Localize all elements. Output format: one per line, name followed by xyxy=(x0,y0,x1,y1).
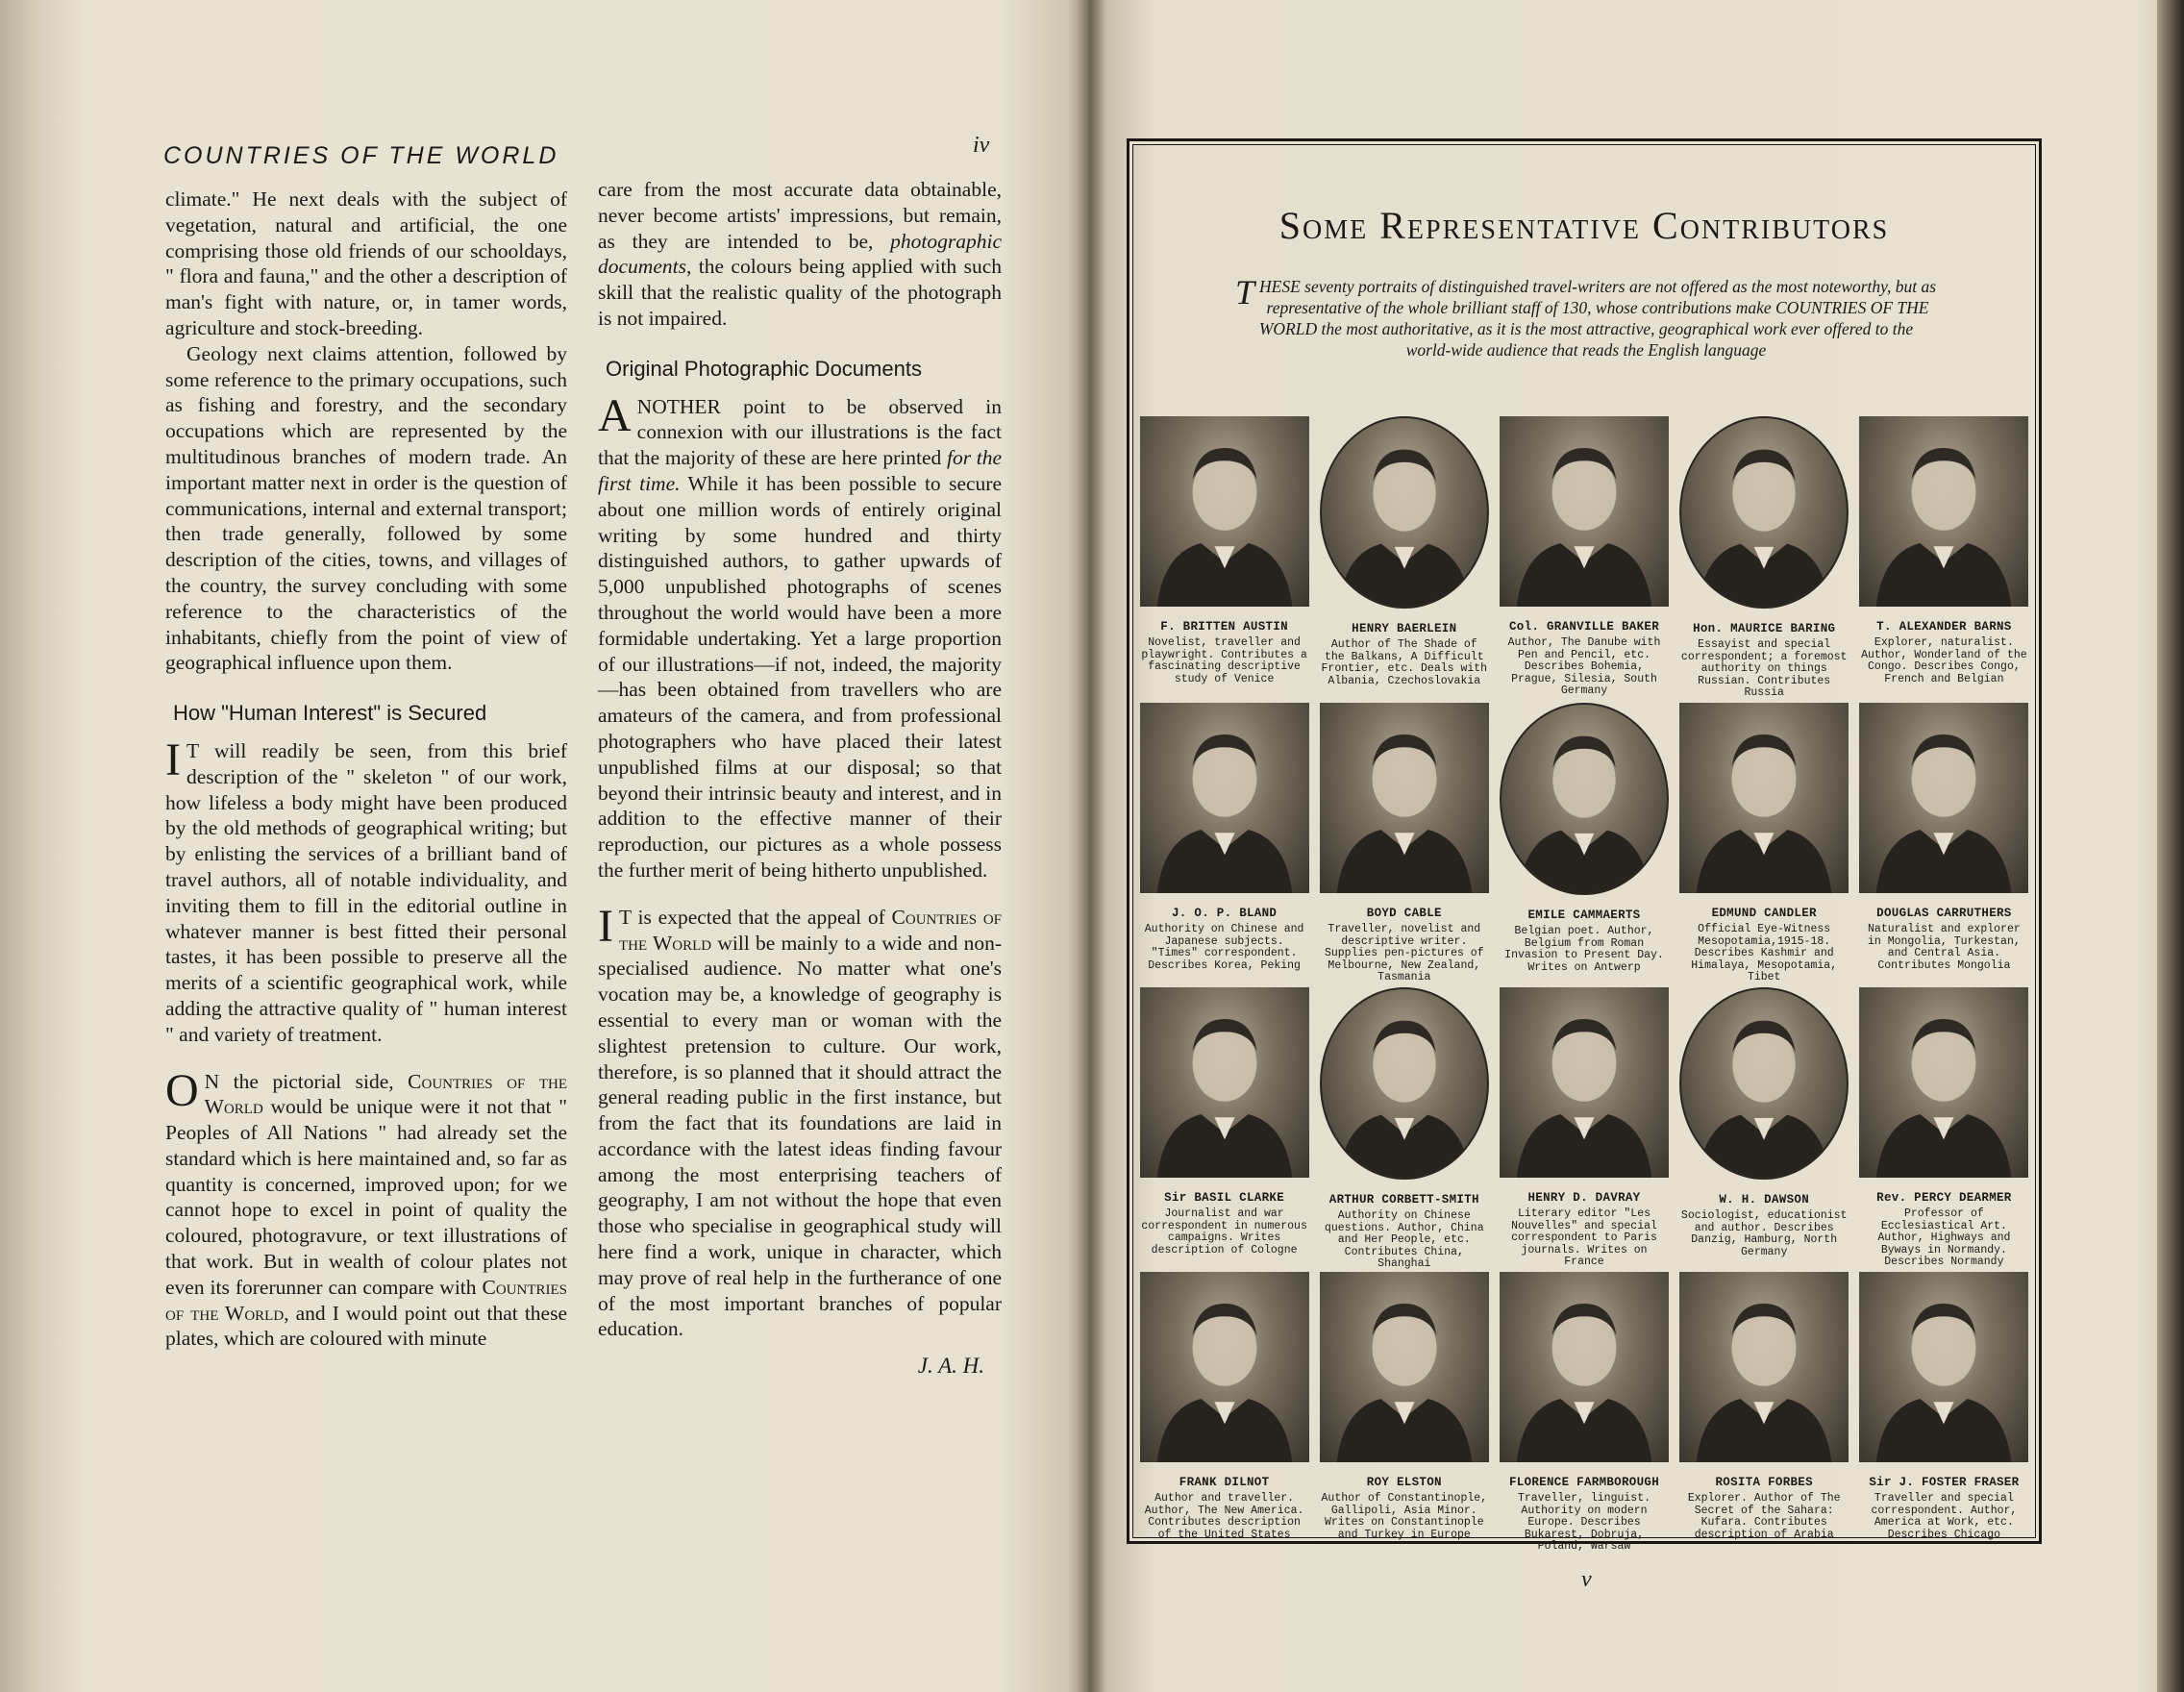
contributor-description: Traveller and special correspondent. Author, America at Work, etc. Describes Chicago xyxy=(1871,1492,2018,1541)
portrait-silhouette xyxy=(1500,1272,1669,1462)
page-number-right: v xyxy=(1581,1567,1592,1592)
portrait-silhouette xyxy=(1500,416,1669,607)
italic-text: for the first time. xyxy=(598,446,1002,495)
contributor-card xyxy=(1137,703,1311,984)
contributor-card xyxy=(1497,987,1671,1271)
contributor-portrait xyxy=(1679,1272,1849,1462)
contributor-description: Belgian poet. Author, Belgium from Roman Invasion to Present Day. Writes on Antwerp xyxy=(1504,925,1664,974)
small-caps-title: Countries of the World xyxy=(618,905,1003,955)
portrait-silhouette xyxy=(1322,989,1487,1178)
contributor-description: Explorer. Author of The Secret of the Sahara: Kufara. Contributes description of Arabia xyxy=(1687,1492,1841,1541)
contributor-card xyxy=(1677,987,1851,1271)
portrait-silhouette xyxy=(1859,416,2028,607)
contributor-description: Essayist and special correspondent; a foremost authority on things Russian. Contributes Russia xyxy=(1680,638,1848,699)
paragraph-text: care from the most accurate data obtainable, never become artists' impressions, but remain, as they are intended to be, xyxy=(598,178,1002,253)
paragraph-text: N the pictorial side, xyxy=(204,1069,409,1093)
paragraph xyxy=(598,177,1002,332)
contributor-name: Sir J. FOSTER FRASER xyxy=(1869,1476,2020,1489)
paragraph xyxy=(165,1064,567,1353)
contributor-card xyxy=(1677,416,1851,700)
contributors-panel xyxy=(1127,138,2042,1553)
portrait-row xyxy=(1137,1272,2031,1554)
contributor-portrait xyxy=(1500,416,1669,607)
contributor-card xyxy=(1857,703,2031,984)
portrait-silhouette xyxy=(1502,705,1667,893)
contributor-name: EDMUND CANDLER xyxy=(1711,907,1817,920)
page-number-left: iv xyxy=(973,133,990,158)
paragraph-text: T is expected that the appeal of xyxy=(618,905,892,929)
contributor-name: ROSITA FORBES xyxy=(1715,1476,1813,1489)
contributor-card xyxy=(1137,1272,1311,1554)
portrait-silhouette xyxy=(1140,416,1309,607)
contributor-description: Authority on Chinese and Japanese subjects. "Times" correspondent. Describes Korea, Peking xyxy=(1144,923,1304,972)
portrait-silhouette xyxy=(1140,703,1309,893)
section-heading: Original Photographic Documents xyxy=(606,356,922,381)
paragraph-text: T will readily be seen, from this brief description of the " skeleton " of our work, how lifeless a body might have been produced by the old methods of geographical writing; but by enlisting the services of a brilliant band of travel authors, all of notable individuality, and inviting them to fill in the editorial outline in whatever manner is best fitted their personal tastes, it has been possible to preserve all the merits of a scientific geographical work, while adding the attractive quality of " human interest " and variety of treatment. xyxy=(165,738,567,1046)
paragraph xyxy=(165,734,567,1048)
small-caps-title: Countries of the World xyxy=(204,1069,567,1119)
contributor-portrait xyxy=(1500,987,1669,1178)
contributor-portrait xyxy=(1859,416,2028,607)
paragraph: climate." He next deals with the subject of vegetation, natural and artificial, the one comprising those old friends of our schooldays, " flora and fauna," and the other a description of man's fight with nature, or, in tamer words, agriculture and stock-breeding. xyxy=(165,187,567,339)
portrait-silhouette xyxy=(1859,987,2028,1178)
contributor-description: Authority on Chinese questions. Author, China and Her People, etc. Contributes China, Shanghai xyxy=(1324,1209,1484,1270)
portrait-silhouette xyxy=(1140,987,1309,1178)
contributor-name: EMILE CAMMAERTS xyxy=(1527,908,1641,922)
contributor-name: F. BRITTEN AUSTIN xyxy=(1160,620,1288,634)
contributor-name: J. O. P. BLAND xyxy=(1171,907,1278,920)
paragraph xyxy=(598,389,1003,883)
contributor-description: Professor of Ecclesiastical Art. Author, Highways and Byways in Normandy. Describes Normandy xyxy=(1877,1207,2011,1268)
contributor-portrait xyxy=(1140,703,1309,893)
contributor-description: Traveller, linguist. Authority on modern Europe. Describes Bukarest, Dobruja, Poland, Warsaw xyxy=(1517,1492,1650,1553)
contributor-name: HENRY D. DAVRAY xyxy=(1527,1191,1641,1205)
contributor-description: Novelist, traveller and playwright. Contributes a fascinating descriptive study of Venice xyxy=(1141,636,1307,685)
paragraph-text: the colours being applied with such skill that the realistic quality of the photograph is not impaired. xyxy=(598,255,1002,330)
contributor-card xyxy=(1677,703,1851,984)
contributor-description: Naturalist and explorer in Mongolia, Turkestan, and Central Asia. Contributes Mongolia xyxy=(1868,923,2021,972)
contributor-description: Author of The Shade of the Balkans, A Difficult Frontier, etc. Deals with Albania, Czechoslovakia xyxy=(1321,638,1488,687)
portrait-row xyxy=(1137,987,2031,1271)
paragraph: Geology next claims attention, followed by some reference to the primary occupations, such as fishing and forestry, and the secondary occupations which are represented by the multitudinous branches of modern trade. An important matter next in order is the question of communications, internal and external transport; then trade generally, followed by some description of the cities, towns, and villages of the country, the survey concluding with some reference to the characteristics of the inhabitants, chiefly from the point of view of geographical influence upon them. xyxy=(165,341,567,675)
contributor-portrait xyxy=(1320,416,1489,609)
portrait-silhouette xyxy=(1320,1272,1489,1462)
left-column-2 xyxy=(598,177,1002,1380)
contributor-portrait xyxy=(1320,703,1489,893)
portrait-silhouette xyxy=(1681,418,1847,607)
contributor-name: T. ALEXANDER BARNS xyxy=(1876,620,2012,634)
contributor-portrait xyxy=(1859,703,2028,893)
contributor-portrait xyxy=(1859,1272,2028,1462)
contributor-card xyxy=(1857,416,2031,700)
contributor-card xyxy=(1497,1272,1671,1554)
portrait-silhouette xyxy=(1322,418,1487,607)
contributor-card xyxy=(1497,416,1671,700)
paragraph-text: , and I would point out that these plates, which are coloured with minute xyxy=(165,1301,567,1351)
contributor-card xyxy=(1497,703,1671,984)
portrait-silhouette xyxy=(1320,703,1489,893)
contributor-portrait xyxy=(1500,1272,1669,1462)
contributor-portrait xyxy=(1500,703,1669,895)
paragraph-text: would be unique were it not that " Peoples of All Nations " had already set the standard which is here maintained and, so far as quantity is concerned, improved upon; for we cannot hope to excel in point of quality the coloured, photogravure, or text illustrations of that work. But in wealth of colour plates not even its forerunner can compare with xyxy=(165,1095,567,1299)
contributor-portrait xyxy=(1679,703,1849,893)
signature: J. A. H. xyxy=(917,1354,984,1379)
contributor-description: Sociologist, educationist and author. Describes Danzig, Hamburg, North Germany xyxy=(1680,1209,1848,1258)
contributor-card xyxy=(1317,1272,1491,1554)
contributor-name: ARTHUR CORBETT-SMITH xyxy=(1328,1193,1479,1207)
contributor-description: Author and traveller. Author, The New America. Contributes description of the United States xyxy=(1144,1492,1304,1541)
contributor-portrait xyxy=(1140,987,1309,1178)
drop-cap: I xyxy=(165,734,181,785)
section-heading: How "Human Interest" is Secured xyxy=(173,701,487,726)
drop-cap: O xyxy=(165,1064,199,1116)
contributor-portrait xyxy=(1140,416,1309,607)
paragraph-text: will be mainly to a wide and non-specialised audience. No matter what one's vocation may be, a knowledge of geography is essential to every man or woman with the slightest pretension to culture. Our work, therefore, is so planned that it should attract the general reading public in the first instance, but from the fact that its foundations are laid in accordance with the latest ideas finding favour among the most enterprising teachers of geography, I am not without the hope that even those who specialise in geographical study will here find a work, unique in character, which may prove of real help in the furtherance of one of the most important branches of popular education. xyxy=(598,931,1002,1341)
contributor-description: Author of Constantinople, Gallipoli, Asia Minor. Writes on Constantinople and Turkey in Europe xyxy=(1321,1492,1488,1541)
italic-text: photographic documents, xyxy=(598,229,1002,279)
contributor-description: Traveller, novelist and descriptive writer. Supplies pen-pictures of Melbourne, New Zealand, Tasmania xyxy=(1324,923,1484,983)
paragraph xyxy=(598,900,1003,1343)
contributor-name: FLORENCE FARMBOROUGH xyxy=(1508,1476,1659,1489)
contributor-name: Hon. MAURICE BARING xyxy=(1693,622,1836,635)
left-column-1 xyxy=(165,187,567,1352)
portrait-silhouette xyxy=(1681,989,1847,1178)
portrait-silhouette xyxy=(1500,987,1669,1178)
contributor-name: Col. GRANVILLE BAKER xyxy=(1508,620,1659,634)
book-gutter xyxy=(1077,0,1105,1692)
intro-text xyxy=(1235,273,1937,361)
drop-cap: A xyxy=(598,389,632,441)
contributor-card xyxy=(1857,987,2031,1271)
contributor-card xyxy=(1857,1272,2031,1554)
contributor-name: Sir BASIL CLARKE xyxy=(1164,1191,1284,1205)
contributor-card xyxy=(1677,1272,1851,1554)
contributor-name: W. H. DAWSON xyxy=(1719,1193,1809,1207)
contributor-name: DOUGLAS CARRUTHERS xyxy=(1876,907,2012,920)
contributor-name: ROY ELSTON xyxy=(1366,1476,1442,1489)
contributor-card xyxy=(1137,987,1311,1271)
portrait-row xyxy=(1137,416,2031,700)
contributor-card xyxy=(1317,703,1491,984)
portrait-silhouette xyxy=(1679,1272,1849,1462)
book-edge-right xyxy=(2157,0,2184,1692)
contributor-name: Rev. PERCY DEARMER xyxy=(1876,1191,2012,1205)
contributor-description: Literary editor "Les Nouvelles" and special correspondent to Paris journals. Writes on France xyxy=(1511,1207,1657,1268)
contributor-description: Official Eye-Witness Mesopotamia,1915-18. Describes Kashmir and Himalaya, Mesopotamia, Tibet xyxy=(1691,923,1838,983)
portrait-silhouette xyxy=(1859,1272,2028,1462)
contributor-card xyxy=(1137,416,1311,700)
contributor-card xyxy=(1317,416,1491,700)
contributor-portrait xyxy=(1679,416,1849,609)
portrait-silhouette xyxy=(1859,703,2028,893)
paragraph-text: NOTHER point to be observed in connexion with our illustrations is the fact that the majority of these are here printed xyxy=(598,394,1002,470)
small-caps-title: Countries of the World xyxy=(165,1275,567,1325)
portrait-row xyxy=(1137,703,2031,984)
contributor-portrait xyxy=(1140,1272,1309,1462)
drop-cap: I xyxy=(598,900,613,952)
page-title: Some Representative Contributors xyxy=(1278,204,1890,247)
running-head: COUNTRIES OF THE WORLD xyxy=(163,142,559,169)
portrait-silhouette xyxy=(1140,1272,1309,1462)
portrait-silhouette xyxy=(1679,703,1849,893)
contributor-card xyxy=(1317,987,1491,1271)
contributor-description: Author, The Danube with Pen and Pencil, etc. Describes Bohemia, Prague, Silesia, South Germany xyxy=(1507,636,1661,697)
contributor-description: Explorer, naturalist. Author, Wonderland of the Congo. Describes Congo, French and Belgian xyxy=(1861,636,2027,685)
contributor-description: Journalist and war correspondent in numerous campaigns. Writes description of Cologne xyxy=(1141,1207,1307,1257)
paragraph-text: While it has been possible to secure about one million words of entirely original writing by some hundred and thirty distinguished authors, to gather upwards of 5,000 unpublished photographs of scenes throughout the world would have been a more formidable undertaking. Yet a large proportion of our illustrations—if not, indeed, the majority—has been obtained from travellers who are amateurs of the camera, and from professional photographers who have placed their latest unpublished films at our disposal; so that beyond their intrinsic beauty and interest, and in addition to the effective manner of their reproduction, our pictures as a whole possess the further merit of being hitherto unpublished. xyxy=(598,471,1003,882)
contributor-portrait xyxy=(1320,987,1489,1180)
contributor-portrait xyxy=(1679,987,1849,1180)
contributor-name: HENRY BAERLEIN xyxy=(1352,622,1457,635)
contributor-portrait xyxy=(1859,987,2028,1178)
drop-cap: T xyxy=(1235,273,1255,311)
contributor-name: BOYD CABLE xyxy=(1366,907,1442,920)
left-page xyxy=(0,0,1088,1692)
contributor-portrait xyxy=(1320,1272,1489,1462)
contributor-name: FRANK DILNOT xyxy=(1179,1476,1270,1489)
intro-body: HESE seventy portraits of distinguished travel-writers are not offered as the most noteworthy, but as representative of the whole brilliant staff of 130, whose contributions make COUNTRIES OF THE WORLD the most authoritative, as it is the most attractive, geographical work ever offered to the world-wide audience that reads the English language xyxy=(1258,277,1937,360)
